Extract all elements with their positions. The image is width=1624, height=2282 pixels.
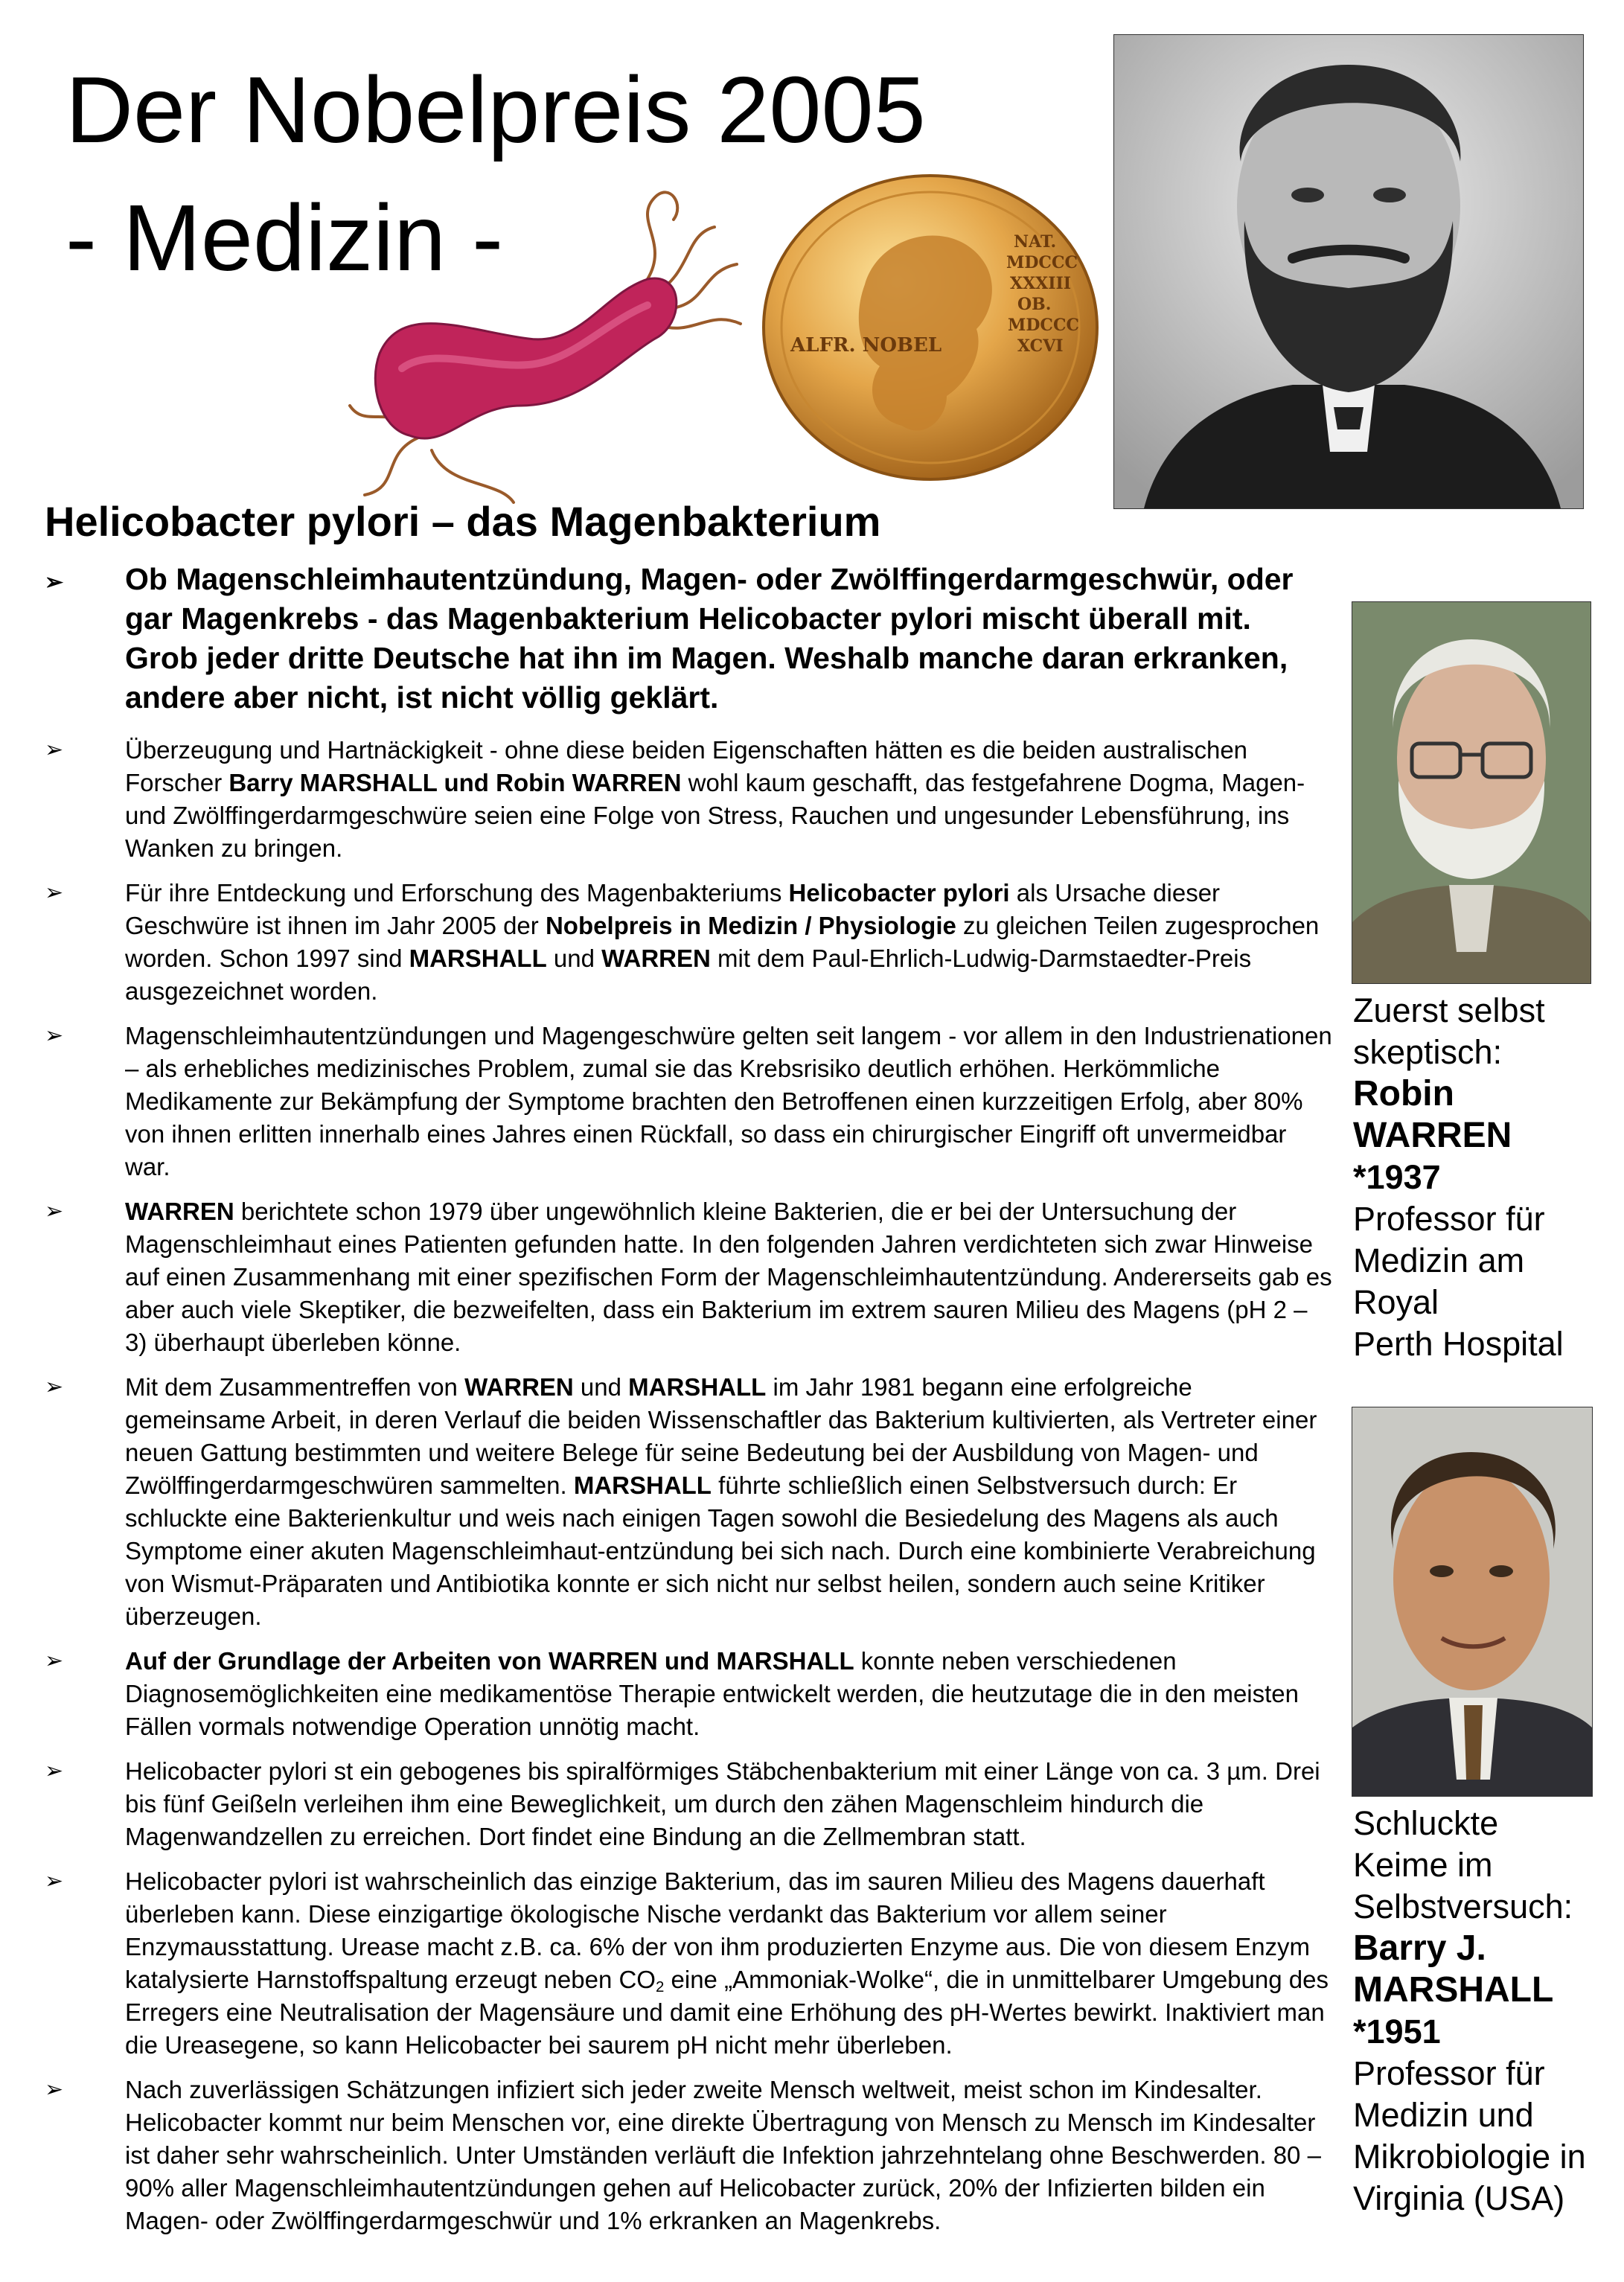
paragraph-text: Für ihre Entdeckung und Erforschung des Magenbakteriums xyxy=(125,879,789,907)
list-item xyxy=(45,1020,1332,1183)
caption-name: Robin xyxy=(1353,1074,1454,1113)
paragraph-bold: Helicobacter pylori xyxy=(788,879,1010,907)
medal-text-nat: NAT. xyxy=(1014,232,1057,252)
paragraph-text: führte schließlich einen Selbstversuch durch: Er schluckte eine Bakterienkultur und weis nach einigen Tagen sowohl die Besiedelung des Magens als auch Symptome einer akuten Magenschleimhaut-entzündung bei sich nach. Durch eine kombinierte Verabreichung von Wismut-Präparaten und Antibiotika konnte er sich nicht nur selbst heilen, sondern auch seine Kritiker überzeugen. xyxy=(125,1471,1316,1630)
paragraph-text: Nach zuverlässigen Schätzungen infiziert sich jeder zweite Mensch weltweit, meist schon im Kindesalter. Helicobacter kommt nur beim Menschen vor, eine direkte Übertragung von Mensch zu Mensch im Kindesalter ist daher sehr wahrscheinlich. Unter Umständen verläuft die Infektion jahrzehntelang ohne Beschwerden. 80 – 90% aller Magenschleimhautentzündungen gehen auf Helicobacter zurück, 20% der Infizierten bilden ein Magen- oder Zwölffingerdarmgeschwür und 1% erkranken an Magenkrebs. xyxy=(125,2076,1321,2234)
paragraph-text: und xyxy=(546,945,602,972)
caption-name: WARREN xyxy=(1353,1116,1512,1155)
caption-line: Perth Hospital xyxy=(1353,1325,1564,1363)
medal-text-1: MDCCC xyxy=(1006,253,1078,272)
bullet-arrow-icon: ➢ xyxy=(45,1023,64,1048)
caption-name: MARSHALL xyxy=(1353,1970,1554,2010)
paragraph-text: wohl kaum geschafft, das festgefahrene Dogma, Magen- und Zwölffingerdarmgeschwüre seien eine Folge von Stress, Rauchen und ungesunder Lebensführung, ins Wanken zu bringen. xyxy=(125,769,1305,862)
title-line-2: - Medizin - xyxy=(65,185,504,290)
caption-line: Professor für xyxy=(1353,1200,1545,1238)
paragraph-text: Helicobacter pylori ist wahrscheinlich das einzige Bakterium, das im sauren Milieu des Magens dauerhaft überleben kann. Diese einzigartige ökologische Nische verdankt das Bakterium vor allem seiner Enzymausstattung. Urease macht z.B. ca. 6% der von ihm produzierten Enzyme aus. Die von diesem Enzym katalysierte Harnstoffspaltung erzeugt neben CO xyxy=(125,1867,1311,1993)
caption-born: *1937 xyxy=(1353,1158,1441,1196)
nobel-portrait xyxy=(1113,34,1584,509)
list-item xyxy=(45,1645,1332,1743)
medal-text-4: MDCCC xyxy=(1008,316,1079,335)
caption-line: Medizin und xyxy=(1353,2096,1534,2134)
bullet-arrow-icon: ➢ xyxy=(45,1759,64,1783)
paragraph-bold: MARSHALL xyxy=(573,1471,712,1499)
list-item xyxy=(45,1755,1332,1853)
bullet-arrow-icon: ➢ xyxy=(45,1869,64,1893)
paragraph-bold: Nobelpreis in Medizin / Physiologie xyxy=(545,912,956,939)
bullet-arrow-icon: ➢ xyxy=(45,1375,64,1399)
caption-line: Professor für xyxy=(1353,2054,1545,2092)
bullet-arrow-icon: ➢ xyxy=(45,738,64,762)
paragraph-text: konnte neben verschiedenen Diagnosemöglichkeiten eine medikamentöse Therapie entwickelt werden, die heutzutage die in den meisten Fällen vormals notwendige Operation unnötig macht. xyxy=(125,1647,1299,1740)
subscript: 2 xyxy=(655,1978,665,1996)
warren-photo xyxy=(1352,601,1591,984)
bullet-arrow-icon: ➢ xyxy=(45,2077,64,2102)
list-item xyxy=(45,1865,1332,2062)
list-item xyxy=(45,560,1332,717)
paragraph-text: zu gleichen Teilen zugesprochen worden. Schon 1997 sind xyxy=(125,912,1320,972)
list-item xyxy=(45,877,1332,1008)
caption-line: Keime im xyxy=(1353,1846,1493,1884)
paragraph-bold: MARSHALL xyxy=(628,1373,767,1401)
list-item xyxy=(45,1371,1332,1633)
caption-born: *1951 xyxy=(1353,2013,1441,2051)
paragraph-text: eine „Ammoniak-Wolke“, die in unmittelbarer Umgebung des Erregers eine Neutralisation der Magensäure und damit eine Erhöhung des pH-Wertes bewirkt. Inaktiviert man die Ureasegene, so kann Helicobacter bei saurem pH nicht mehr überleben. xyxy=(125,1966,1329,2059)
paragraph-text: mit dem Paul-Ehrlich-Ludwig-Darmstaedter-Preis ausgezeichnet worden. xyxy=(125,945,1252,1005)
bullet-list xyxy=(45,560,1332,2249)
paragraph-bold: WARREN xyxy=(601,945,711,972)
paragraph-text: berichtete schon 1979 über ungewöhnlich kleine Bakterien, die er bei der Untersuchung der Magenschleimhaut eines Patienten gefunden hatte. In den folgenden Jahren verdichteten sich zwar Hinweise auf einen Zusammenhang mit einer spezifischen Form der Magenschleimhautentzündung. Andererseits gab es aber auch viele Skeptiker, die bezweifelten, dass ein Bakterium im extrem sauren Milieu des Magens (pH 2 – 3) überhaupt überleben könne. xyxy=(125,1198,1332,1356)
nobel-medal xyxy=(761,173,1100,482)
bullet-arrow-icon: ➢ xyxy=(45,1199,64,1224)
paragraph-bold: WARREN xyxy=(464,1373,574,1401)
paragraph-text: Magenschleimhautentzündungen und Magengeschwüre gelten seit langem - vor allem in den Industrienationen – als erhebliches medizinisches Problem, zumal sie das Krebsrisiko deutlich erhöhen. Herkömmliche Medikamente zur Bekämpfung der Symptome brachten den Betroffenen einen kurzzeitigen Erfolg, aber 80% von ihnen erlitten innerhalb eines Jahres einen Rückfall, so dass ein chirurgischer Eingriff oft unvermeidbar war. xyxy=(125,1022,1332,1180)
paragraph-text: im Jahr 1981 begann eine erfolgreiche gemeinsame Arbeit, in deren Verlauf die beiden Wissenschaftler das Bakterium kultivierten, als Vertreter einer neuen Gattung bestimmten und weitere Belege für seine Bedeutung bei der Ausbildung von Magen- und Zwölffingerdarmgeschwüren sammelten. xyxy=(125,1373,1317,1499)
list-item xyxy=(45,1195,1332,1359)
bullet-arrow-icon: ➢ xyxy=(45,1649,64,1673)
paragraph-text: Ob Magenschleimhautentzündung, Magen- oder Zwölffingerdarmgeschwür, oder gar Magenkrebs - das Magenbakterium Helicobacter pylori mischt überall mit. Grob jeder dritte Deutsche hat ihn im Magen. Weshalb manche daran erkranken, andere aber nicht, ist nicht völlig geklärt. xyxy=(125,562,1294,715)
medal-text-2: XXXIII xyxy=(1010,274,1072,293)
caption-line: Selbstversuch: xyxy=(1353,1888,1573,1925)
section-heading: Helicobacter pylori – das Magenbakterium xyxy=(45,498,881,545)
paragraph-text: und xyxy=(573,1373,629,1401)
caption-name: Barry J. xyxy=(1353,1928,1486,1968)
bullet-arrow-icon: ➢ xyxy=(45,570,64,595)
paragraph-text: Helicobacter pylori st ein gebogenes bis spiralförmiges Stäbchenbakterium mit einer Länge von ca. 3 µm. Drei bis fünf Geißeln verleihen ihm eine Beweglichkeit, um durch den zähen Magenschleim hindurch die Magenwandzellen zu erreichen. Dort findet eine Bindung an die Zellmembran statt. xyxy=(125,1757,1320,1850)
list-item xyxy=(45,2074,1332,2237)
caption-line: Mikrobiologie in xyxy=(1353,2138,1586,2176)
caption-line: Virginia (USA) xyxy=(1353,2179,1565,2217)
medal-text-name: ALFR. NOBEL xyxy=(790,334,942,357)
paragraph-bold: Auf der Grundlage der Arbeiten von WARREN und MARSHALL xyxy=(125,1647,854,1675)
paragraph-text: als Ursache dieser Geschwüre ist ihnen im Jahr 2005 der xyxy=(125,879,1221,939)
paragraph-bold: MARSHALL xyxy=(409,945,547,972)
marshall-photo xyxy=(1352,1407,1593,1797)
medal-text-5: XCVI xyxy=(1017,336,1064,356)
bullet-arrow-icon: ➢ xyxy=(45,880,64,905)
medal-text-3: OB. xyxy=(1017,295,1052,314)
warren-caption xyxy=(1353,990,1614,1365)
bacterium-illustration xyxy=(335,182,752,510)
list-item xyxy=(45,734,1332,865)
caption-line: Medizin am Royal xyxy=(1353,1241,1525,1321)
caption-line: skeptisch: xyxy=(1353,1033,1503,1071)
marshall-caption xyxy=(1353,1803,1614,2219)
paragraph-text: Überzeugung und Hartnäckigkeit - ohne diese beiden Eigenschaften hätten es die beiden australischen Forscher xyxy=(125,736,1248,796)
title-line-1: Der Nobelpreis 2005 xyxy=(65,57,926,162)
caption-line: Zuerst selbst xyxy=(1353,991,1545,1029)
caption-line: Schluckte xyxy=(1353,1804,1499,1842)
paragraph-bold: Barry MARSHALL und Robin WARREN xyxy=(228,769,682,796)
paragraph-text: Mit dem Zusammentreffen von xyxy=(125,1373,465,1401)
paragraph-bold: WARREN xyxy=(125,1198,234,1225)
